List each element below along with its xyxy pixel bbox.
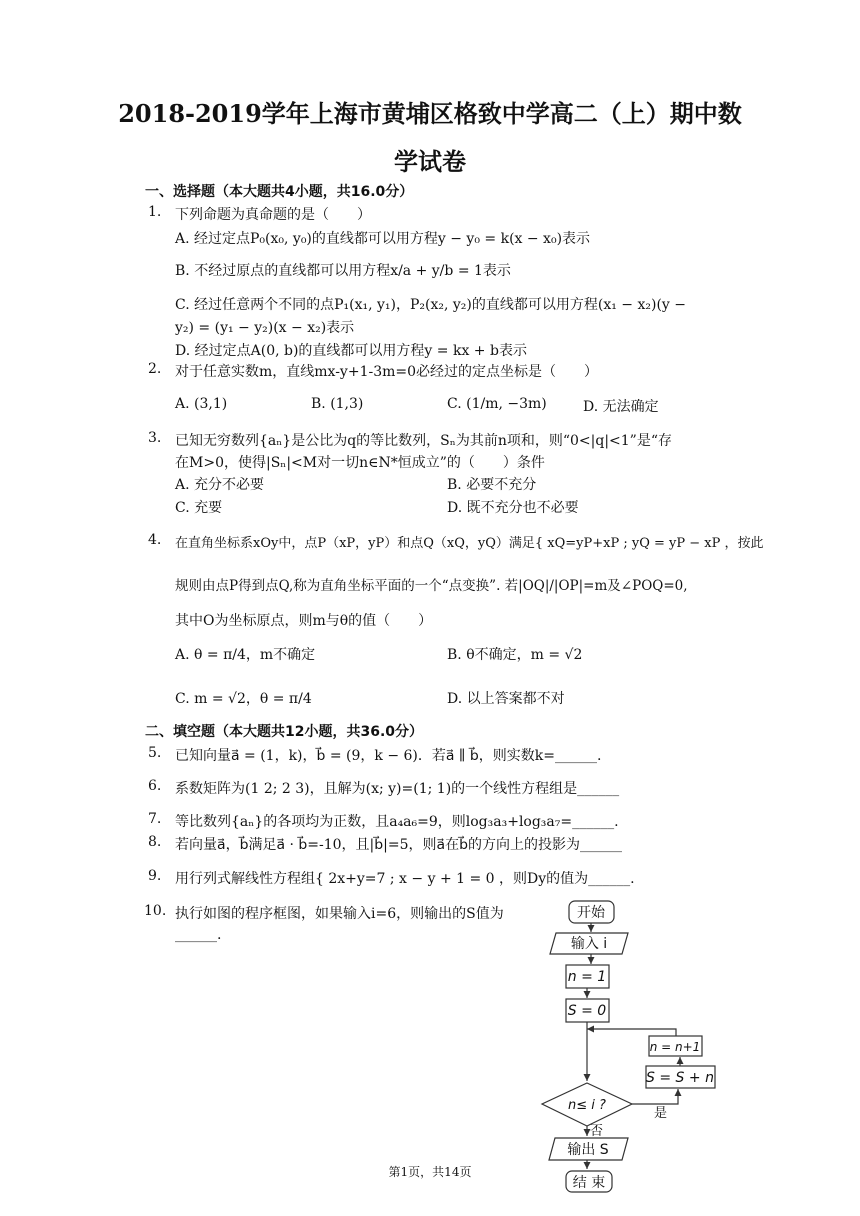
question-stem: 等比数列{aₙ}的各项均为正数，且a₄a₆=9，则log₃a₃+log₃a₇=______.: [175, 814, 619, 830]
paper-title-line1: 2018-2019学年上海市黄埔区格致中学高二（上）期中数: [118, 99, 742, 128]
question-stem: 系数矩阵为(1 2; 2 3)，且解为(x; y)=(1; 1)的一个线性方程组是______: [175, 781, 620, 797]
question-number: 7.: [148, 811, 162, 827]
flow-incr-label: n = n+1: [649, 1040, 701, 1054]
flow-end-label: 结 束: [572, 1175, 606, 1191]
flow-condition-label: n≤ i ?: [568, 1098, 606, 1113]
option-d: D. 无法确定: [583, 399, 659, 415]
option-d: D. 以上答案都不对: [447, 691, 565, 707]
question-stem: 在直角坐标系xOy中，点P（xP，yP）和点Q（xQ，yQ）满足{ xQ=yP+xP ; yQ = yP − xP ，按此: [175, 536, 764, 551]
question-number: 5.: [148, 745, 162, 761]
option-c: C. (1/m, −3m): [447, 396, 547, 412]
option-c: C. m = √2，θ = π/4: [175, 691, 312, 707]
question-stem-cont: 其中O为坐标原点，则m与θ的值（ ）: [175, 613, 433, 629]
question-stem: 下列命题为真命题的是（ ）: [175, 207, 371, 223]
question-stem: 执行如图的程序框图，如果输入i=6，则输出的S值为: [175, 906, 504, 922]
question-stem-cont: 规则由点P得到点Q,称为直角坐标平面的一个“点变换”. 若|OQ|/|OP|=m及∠POQ=0,: [175, 578, 688, 594]
option-a: A. 充分不必要: [175, 477, 265, 493]
question-number: 8.: [148, 834, 162, 850]
option-d: D. 经过定点A(0, b)的直线都可以用方程y = kx + b表示: [175, 343, 527, 359]
option-b: B. θ不确定，m = √2: [447, 647, 583, 663]
question-stem: 若向量a⃗，b⃗满足a⃗ · b⃗=-10，且|b⃗|=5，则a⃗在b⃗的方向上的投影为______: [175, 837, 622, 853]
option-b: B. (1,3): [311, 396, 364, 412]
question-number: 1.: [148, 204, 162, 220]
option-d: D. 既不充分也不必要: [447, 500, 579, 516]
page-footer: 第1页，共14页: [388, 1165, 472, 1179]
question-stem-cont: 在M>0，使得|Sₙ|<M对一切n∈N*恒成立”的（ ）条件: [175, 455, 545, 471]
flow-input-label: 输入 i: [570, 936, 608, 952]
flow-start-label: 开始: [577, 905, 605, 921]
flow-init-n-label: n = 1: [567, 969, 607, 985]
question-stem: 已知无穷数列{aₙ}是公比为q的等比数列，Sₙ为其前n项和，则“0<|q|<1”是“存: [175, 433, 672, 449]
option-a: A. 经过定点P₀(x₀, y₀)的直线都可以用方程y − y₀ = k(x − x₀)表示: [175, 231, 591, 247]
question-number: 10.: [144, 903, 167, 919]
option-c-cont: y₂) = (y₁ − y₂)(x − x₂)表示: [175, 320, 355, 336]
question-number: 2.: [148, 361, 162, 377]
paper-title-line2: 学试卷: [394, 147, 466, 176]
option-b: B. 必要不充分: [447, 477, 537, 493]
option-c: C. 经过任意两个不同的点P₁(x₁, y₁)，P₂(x₂, y₂)的直线都可以用方程(x₁ − x₂)(y −: [175, 297, 687, 313]
flow-output-label: 输出 S: [567, 1142, 609, 1158]
question-blank: ______.: [175, 927, 222, 943]
flow-yes-label: 是: [654, 1106, 668, 1121]
flow-no-label: 否: [590, 1124, 604, 1139]
question-stem: 用行列式解线性方程组{ 2x+y=7 ; x − y + 1 = 0 ，则Dy的值为______.: [175, 871, 635, 887]
option-a: A. θ = π/4，m不确定: [175, 647, 316, 663]
option-b: B. 不经过原点的直线都可以用方程x/a + y/b = 1表示: [175, 263, 511, 279]
question-number: 6.: [148, 778, 162, 794]
question-number: 9.: [148, 868, 162, 884]
question-number: 4.: [148, 532, 162, 548]
option-a: A. (3,1): [175, 396, 228, 412]
question-stem: 对于任意实数m，直线mx-y+1-3m=0必经过的定点坐标是（ ）: [175, 364, 599, 380]
section-heading-fill: 二、填空题（本大题共12小题，共36.0分）: [145, 724, 424, 740]
question-number: 3.: [148, 430, 162, 446]
section-heading-choice: 一、选择题（本大题共4小题，共16.0分）: [145, 184, 414, 200]
option-c: C. 充要: [175, 500, 223, 516]
question-stem: 已知向量a⃗ = (1，k)，b⃗ = (9，k − 6)．若a⃗ ∥ b⃗，则实数k=______.: [175, 748, 602, 764]
flow-init-s-label: S = 0: [567, 1003, 607, 1019]
flow-accum-label: S = S + n: [646, 1070, 714, 1086]
